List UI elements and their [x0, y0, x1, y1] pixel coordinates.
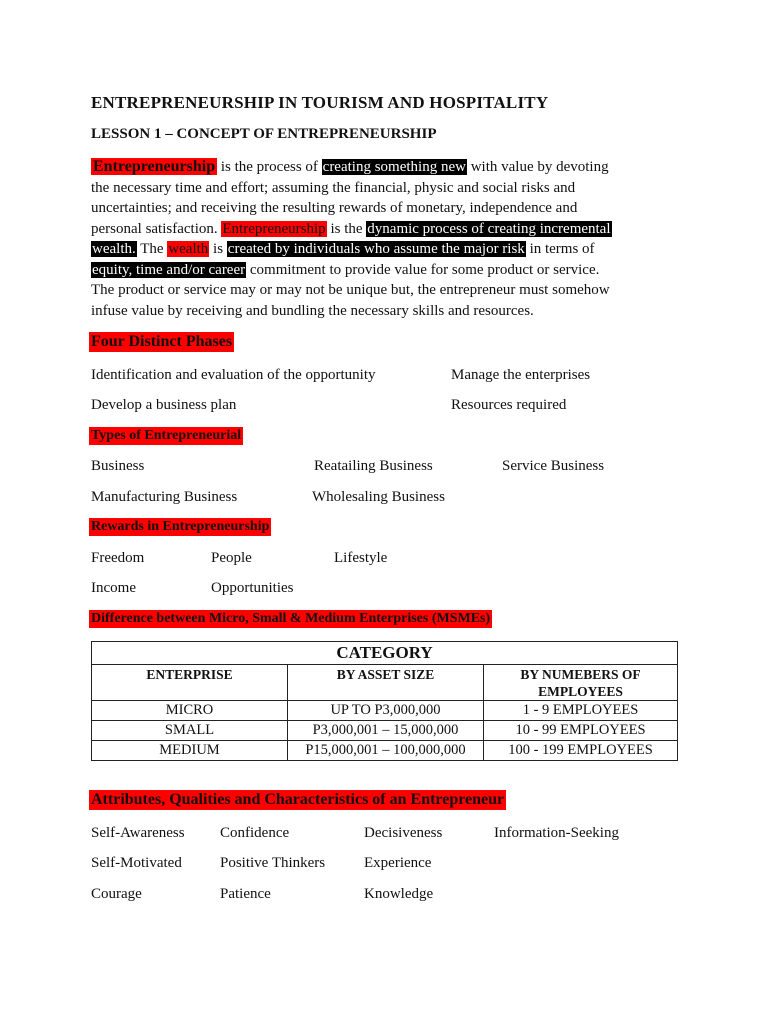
- highlight-wealth: wealth: [168, 241, 209, 257]
- highlight-equity-time-career: equity, time and/or career: [92, 261, 246, 278]
- reward-item: Lifestyle: [334, 550, 388, 566]
- table-cell: MEDIUM: [92, 741, 288, 761]
- phase-item: Develop a business plan: [91, 397, 237, 413]
- reward-item: Freedom: [91, 550, 145, 566]
- attribute-item: Knowledge: [364, 886, 434, 902]
- highlight-created-by-individuals: created by individuals who assume the major risk: [227, 241, 525, 257]
- paragraph-line: the necessary time and effort; assuming the financial, physic and social risks and: [91, 179, 576, 196]
- table-caption: CATEGORY: [92, 642, 678, 665]
- type-item: Wholesaling Business: [312, 489, 445, 505]
- rewards-heading: Rewards in Entrepreneurship: [91, 519, 270, 534]
- reward-item: Income: [91, 580, 136, 596]
- type-item: Manufacturing Business: [91, 489, 238, 505]
- table-cell: SMALL: [92, 721, 288, 741]
- phase-item: Identification and evaluation of the opportunity: [91, 367, 376, 383]
- phase-item: Manage the enterprises: [451, 367, 591, 383]
- table-cell: P3,000,001 – 15,000,000: [288, 721, 484, 741]
- types-heading: Types of Entrepreneurial: [91, 428, 242, 443]
- highlight-wealth-period: wealth.: [92, 241, 136, 257]
- column-header-enterprise: ENTERPRISE: [92, 665, 288, 701]
- column-header-asset-size: BY ASSET SIZE: [288, 665, 484, 701]
- attribute-item: Decisiveness: [364, 825, 443, 841]
- table-cell: 1 - 9 EMPLOYEES: [484, 701, 678, 721]
- msme-table: [91, 641, 678, 761]
- table-cell: UP TO P3,000,000: [288, 701, 484, 721]
- paragraph-line: equity, time and/or career commitment to provide value for some product or service.: [92, 261, 600, 278]
- highlight-entrepreneurship-2: Entrepreneurship: [222, 220, 326, 237]
- paragraph-line: personal satisfaction. Entrepreneurship is the dynamic process of creating incremental: [91, 220, 611, 237]
- highlight-dynamic-process: dynamic process of creating incremental: [367, 220, 611, 237]
- phase-item: Resources required: [451, 397, 567, 413]
- paragraph-line: wealth. The wealth is created by individuals who assume the major risk in terms of: [92, 241, 595, 257]
- type-item: Reatailing Business: [314, 458, 433, 474]
- attributes-heading: Attributes, Qualities and Characteristics of an Entrepreneur: [91, 791, 505, 808]
- table-cell: P15,000,001 – 100,000,000: [288, 741, 484, 761]
- document-title: ENTREPRENEURSHIP IN TOURISM AND HOSPITALITY: [91, 93, 549, 112]
- msme-heading: Difference between Micro, Small & Medium Enterprises (MSMEs): [91, 611, 491, 626]
- paragraph-line: The product or service may or may not be unique but, the entrepreneur must somehow: [91, 282, 610, 298]
- attribute-item: Experience: [364, 855, 432, 871]
- table-cell: 100 - 199 EMPLOYEES: [484, 741, 678, 761]
- phases-heading: Four Distinct Phases: [91, 333, 233, 350]
- lesson-heading: LESSON 1 – CONCEPT OF ENTREPRENEURSHIP: [91, 126, 437, 142]
- type-item: Service Business: [502, 458, 605, 474]
- column-header-employees: BY NUMEBERS OF EMPLOYEES: [484, 665, 678, 701]
- paragraph-line: infuse value by receiving and bundling the necessary skills and resources.: [91, 302, 534, 319]
- table-row: [92, 701, 678, 721]
- reward-item: Opportunities: [211, 580, 294, 596]
- attribute-item: Positive Thinkers: [220, 855, 326, 871]
- attribute-item: Courage: [91, 886, 142, 902]
- attribute-item: Self-Awareness: [91, 825, 185, 841]
- type-item: Business: [91, 458, 145, 474]
- definition-paragraph: [91, 157, 681, 321]
- paragraph-line: Entrepreneurship is the process of creating something new with value by devoting: [93, 158, 609, 175]
- attribute-item: Patience: [220, 886, 271, 902]
- attribute-item: Information-Seeking: [494, 825, 619, 841]
- reward-item: People: [211, 550, 252, 566]
- table-cell: 10 - 99 EMPLOYEES: [484, 721, 678, 741]
- attribute-item: Self-Motivated: [91, 855, 182, 871]
- highlight-creating-something-new: creating something new: [322, 159, 466, 175]
- table-row: [92, 741, 678, 761]
- table-cell: MICRO: [92, 701, 288, 721]
- table-row: [92, 721, 678, 741]
- highlight-entrepreneurship: Entrepreneurship: [93, 158, 216, 175]
- paragraph-line: uncertainties; and receiving the resulting rewards of monetary, independence and: [91, 200, 578, 216]
- attribute-item: Confidence: [220, 825, 290, 841]
